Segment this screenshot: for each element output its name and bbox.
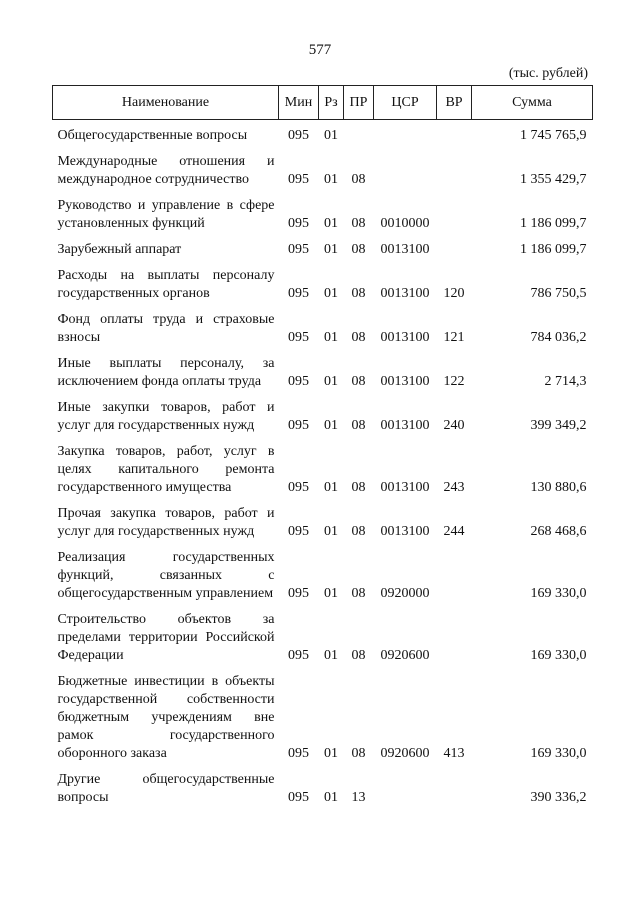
table-row: [53, 260, 593, 304]
row-name: Иные закупки товаров, работ и услуг для государственных нужд: [57, 400, 275, 433]
row-rz: 01: [324, 746, 338, 761]
row-name: Международные отношения и международное сотрудничество: [57, 154, 275, 187]
row-min: 095: [288, 418, 309, 433]
row-vr: [437, 146, 472, 190]
row-pr: 08: [351, 418, 366, 433]
row-sum: 1 745 765,9: [520, 128, 587, 143]
row-min: 095: [288, 172, 309, 187]
row-name: Фонд оплаты труда и страховые взносы: [57, 312, 275, 345]
row-rz: 01: [324, 330, 338, 345]
row-rz: 01: [324, 172, 338, 187]
row-sum: 169 330,0: [530, 586, 587, 601]
row-sum: 784 036,2: [530, 330, 587, 345]
row-csr: 0013100: [380, 480, 430, 495]
row-csr: 0920000: [380, 586, 430, 601]
row-vr: 120: [443, 286, 465, 301]
row-rz: 01: [324, 648, 338, 663]
row-vr: 121: [443, 330, 465, 345]
table-row: [53, 304, 593, 348]
row-csr: 0920600: [380, 746, 430, 761]
row-sum: 268 468,6: [530, 524, 587, 539]
row-min: 095: [288, 790, 309, 805]
row-csr: 0010000: [380, 216, 430, 231]
header-rz: Рз: [319, 86, 344, 120]
row-rz: 01: [324, 128, 338, 143]
row-pr: 08: [351, 330, 366, 345]
row-rz: 01: [324, 216, 338, 231]
row-pr: 08: [351, 586, 366, 601]
header-name: Наименование: [53, 86, 279, 120]
row-csr: 0013100: [380, 286, 430, 301]
row-csr: [374, 120, 437, 147]
row-vr: [437, 542, 472, 604]
row-min: 095: [288, 648, 309, 663]
table-row: [53, 190, 593, 234]
row-name: Прочая закупка товаров, работ и услуг для государственных нужд: [57, 506, 275, 539]
row-pr: [344, 120, 374, 147]
units-label: (тыс. рублей): [508, 66, 588, 81]
row-pr: 08: [351, 524, 366, 539]
table-row: [53, 436, 593, 498]
row-sum: 1 355 429,7: [520, 172, 587, 187]
row-csr: [374, 764, 437, 808]
row-min: 095: [288, 330, 309, 345]
row-sum: 786 750,5: [530, 286, 587, 301]
row-name: Иные выплаты персоналу, за исключением фонда оплаты труда: [57, 356, 275, 389]
row-vr: [437, 604, 472, 666]
table-header-row: [53, 86, 593, 120]
row-rz: 01: [324, 242, 338, 257]
row-rz: 01: [324, 480, 338, 495]
row-min: 095: [288, 242, 309, 257]
table-row: [53, 146, 593, 190]
row-rz: 01: [324, 586, 338, 601]
row-min: 095: [288, 216, 309, 231]
row-pr: 08: [351, 648, 366, 663]
table-row: [53, 234, 593, 260]
row-rz: 01: [324, 286, 338, 301]
table-row: [53, 764, 593, 808]
row-rz: 01: [324, 418, 338, 433]
row-name: Расходы на выплаты персоналу государственных органов: [57, 268, 275, 301]
row-pr: 08: [351, 286, 366, 301]
row-csr: 0013100: [380, 242, 430, 257]
row-name: Руководство и управление в сфере установленных функций: [57, 198, 275, 231]
row-vr: [437, 190, 472, 234]
row-sum: 1 186 099,7: [520, 242, 587, 257]
row-rz: 01: [324, 374, 338, 389]
table-row: [53, 392, 593, 436]
row-sum: 399 349,2: [530, 418, 587, 433]
table-row: [53, 604, 593, 666]
row-name: Зарубежный аппарат: [57, 242, 182, 257]
row-csr: 0013100: [380, 374, 430, 389]
header-sum: Сумма: [472, 86, 593, 120]
row-vr: 122: [443, 374, 465, 389]
row-name: Бюджетные инвестиции в объекты государственной собственности бюджетным учреждениям вне рамок государственного оборонного заказа: [57, 674, 275, 761]
row-sum: 2 714,3: [544, 374, 587, 389]
budget-table: [52, 85, 593, 808]
row-vr: [437, 234, 472, 260]
row-sum: 1 186 099,7: [520, 216, 587, 231]
row-csr: 0920600: [380, 648, 430, 663]
row-name: Общегосударственные вопросы: [57, 128, 248, 143]
row-vr: 243: [443, 480, 465, 495]
table-row: [53, 348, 593, 392]
row-min: 095: [288, 374, 309, 389]
row-pr: 13: [351, 790, 366, 805]
row-pr: 08: [351, 746, 366, 761]
row-pr: 08: [351, 242, 366, 257]
row-sum: 169 330,0: [530, 746, 587, 761]
row-min: 095: [288, 746, 309, 761]
row-csr: 0013100: [380, 418, 430, 433]
table-row: [53, 120, 593, 147]
header-vr: ВР: [437, 86, 472, 120]
row-vr: 240: [443, 418, 465, 433]
row-pr: 08: [351, 172, 366, 187]
table-row: [53, 498, 593, 542]
row-min: 095: [288, 524, 309, 539]
header-pr: ПР: [344, 86, 374, 120]
row-sum: 390 336,2: [530, 790, 587, 805]
row-min: 095: [288, 128, 309, 143]
row-csr: 0013100: [380, 524, 430, 539]
row-rz: 01: [324, 524, 338, 539]
row-vr: [437, 120, 472, 147]
header-csr: ЦСР: [374, 86, 437, 120]
row-vr: 244: [443, 524, 465, 539]
row-sum: 169 330,0: [530, 648, 587, 663]
row-pr: 08: [351, 480, 366, 495]
row-min: 095: [288, 480, 309, 495]
row-csr: 0013100: [380, 330, 430, 345]
row-min: 095: [288, 586, 309, 601]
row-name: Закупка товаров, работ, услуг в целях капитального ремонта государственного имущества: [57, 444, 275, 495]
row-pr: 08: [351, 216, 366, 231]
row-rz: 01: [324, 790, 338, 805]
row-name: Строительство объектов за пределами территории Российской Федерации: [57, 612, 275, 663]
row-vr: 413: [443, 746, 465, 761]
table-row: [53, 666, 593, 764]
row-pr: 08: [351, 374, 366, 389]
row-csr: [374, 146, 437, 190]
row-name: Реализация государственных функций, связанных с общегосударственным управлением: [57, 550, 275, 601]
row-name: Другие общегосударственные вопросы: [57, 772, 275, 805]
header-min: Мин: [279, 86, 319, 120]
row-sum: 130 880,6: [530, 480, 587, 495]
table-row: [53, 542, 593, 604]
row-vr: [437, 764, 472, 808]
page-number: 577: [308, 42, 332, 58]
row-min: 095: [288, 286, 309, 301]
